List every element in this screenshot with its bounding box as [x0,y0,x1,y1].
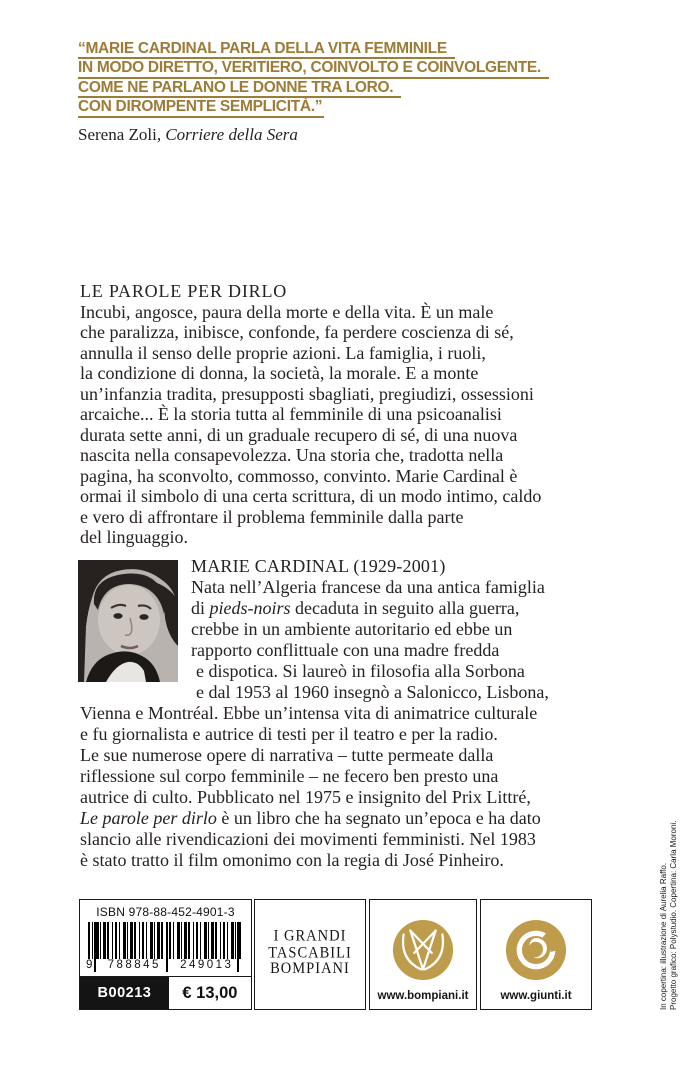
bio-line: e dal 1953 al 1960 insegnò a Salonicco, Lisbona, [196,682,549,702]
barcode-digit-first: 9 [86,959,93,971]
bio-line: e dispotica. Si laureò in filosofia alla Sorbona [196,661,525,681]
book-title: LE PAROLE PER DIRLO [80,281,288,301]
product-code: B00213 [80,977,169,1009]
code-price-row [80,976,251,1009]
bio-line: Vienna e Montréal. Ebbe un’intensa vita di animatrice culturale [80,703,538,723]
bio-line: rapporto conflittuale con una madre fredda [191,640,500,660]
text-line: arcaiche... È la storia tutta al femminile di una psicoanalisi [80,404,502,424]
text-line: COME NE PARLANO LE DONNE TRA LORO. [78,79,401,98]
barcode-digits-left: 788845 [107,959,161,971]
cover-credits-vertical [659,820,681,1010]
author-name-dates: MARIE CARDINAL (1929-2001) [191,556,446,576]
text-line: CON DIROMPENTE SEMPLICITÀ.” [78,98,324,117]
bompiani-url: www.bompiani.it [377,990,469,1002]
quote-attribution [78,125,298,145]
bio-line: crebbe in un ambiente autoritario ed ebbe un [191,619,513,639]
text-line: annulla il senso delle proprie azioni. La famiglia, i ruoli, [80,342,486,363]
bio-segment-italic: Le parole per dirlo [80,808,217,828]
bio-line: Le sue numerose opere di narrativa – tutte permeate dalla [80,745,494,765]
text-line: nascita nella consapevolezza. Una storia che, tradotta nella [80,445,504,465]
credits-line: In copertina: illustrazione di Aurelia Raffo. [659,862,668,1010]
text-line: ormai il simbolo di una certa scrittura, di un modo intimo, caldo [80,486,542,506]
text-line: la condizione di donna, la società, la morale. E a monte [80,363,479,383]
bio-segment-italic: pieds-noirs [209,598,291,618]
barcode-box [79,899,252,1010]
bio-segment: decaduta in seguito alla guerra, [290,598,520,618]
author-photo [78,560,178,682]
barcode [88,922,241,959]
attribution-source: Corriere della Sera [165,125,298,144]
bio-side-text [191,556,549,703]
author-portrait-illustration [78,560,178,682]
isbn-label: ISBN 978-88-452-4901-3 [96,905,235,919]
attribution-name: Serena Zoli, [78,125,166,144]
series-label [255,928,365,977]
review-quote [78,40,549,118]
series-box [254,899,366,1010]
bompiani-box [369,899,477,1010]
publisher-strip [0,899,700,1013]
book-description [80,281,541,548]
text-line: IN MODO DIRETTO, VERITIERO, COINVOLTO E COINVOLGENTE. [78,59,549,78]
bio-line: riflessione sul corpo femminile – ne fecero ben presto una [80,766,499,786]
bio-line: e fu giornalista e autrice di testi per il teatro e per la radio. [80,724,498,744]
barcode-digits-right: 249013 [180,959,234,971]
bio-full-text [80,703,625,871]
text-line: durata sette anni, di un graduale recupero di sé, di una nuova [80,424,518,445]
text-line: pagina, ha sconvolto, commosso, convinto. Marie Cardinal è [80,465,518,486]
bio-line: slancio alle rivendicazioni dei movimenti femministi. Nel 1983 [80,829,536,849]
giunti-box [480,899,592,1010]
bio-line: Nata nell’Algeria francese da una antica famiglia [191,577,545,597]
price: € 13,00 [182,983,238,1002]
bio-line [191,598,549,619]
bio-line: è stato tratto il film omonimo con la regia di José Pinheiro. [80,850,504,870]
giunti-url: www.giunti.it [500,990,572,1002]
bio-line: autrice di culto. Pubblicato nel 1975 e insignito del Prix Littré, [80,787,531,807]
giunti-logo-icon [481,918,591,982]
text-line: che paralizza, inibisce, confonde, fa perdere coscienza di sé, [80,322,514,342]
description-lines [80,302,541,548]
bio-segment: è un libro che ha segnato un’epoca e ha dato [216,808,541,828]
bio-line [80,808,625,829]
text-line: I GRANDI [273,927,347,946]
text-line: un’infanzia tradita, presupposti sbagliati, pregiudizi, ossessioni [80,383,534,404]
text-line: e vero di affrontare il problema femminile dalla parte [80,506,464,527]
credits-line: Progetto grafico: Polystudio. Copertina: Carla Moroni. [669,820,678,1010]
bompiani-logo-icon [370,918,476,982]
author-bio [80,556,625,871]
text-line: TASCABILI [268,943,352,962]
text-line: “MARIE CARDINAL PARLA DELLA VITA FEMMINILE [78,40,455,59]
barcode-digits [86,959,243,974]
text-line: del linguaggio. [80,527,188,547]
text-line: BOMPIANI [270,959,350,978]
bio-photo-row [80,556,625,703]
text-line: Incubi, angosce, paura della morte e della vita. È un male [80,301,494,322]
bio-segment: di [191,598,210,618]
